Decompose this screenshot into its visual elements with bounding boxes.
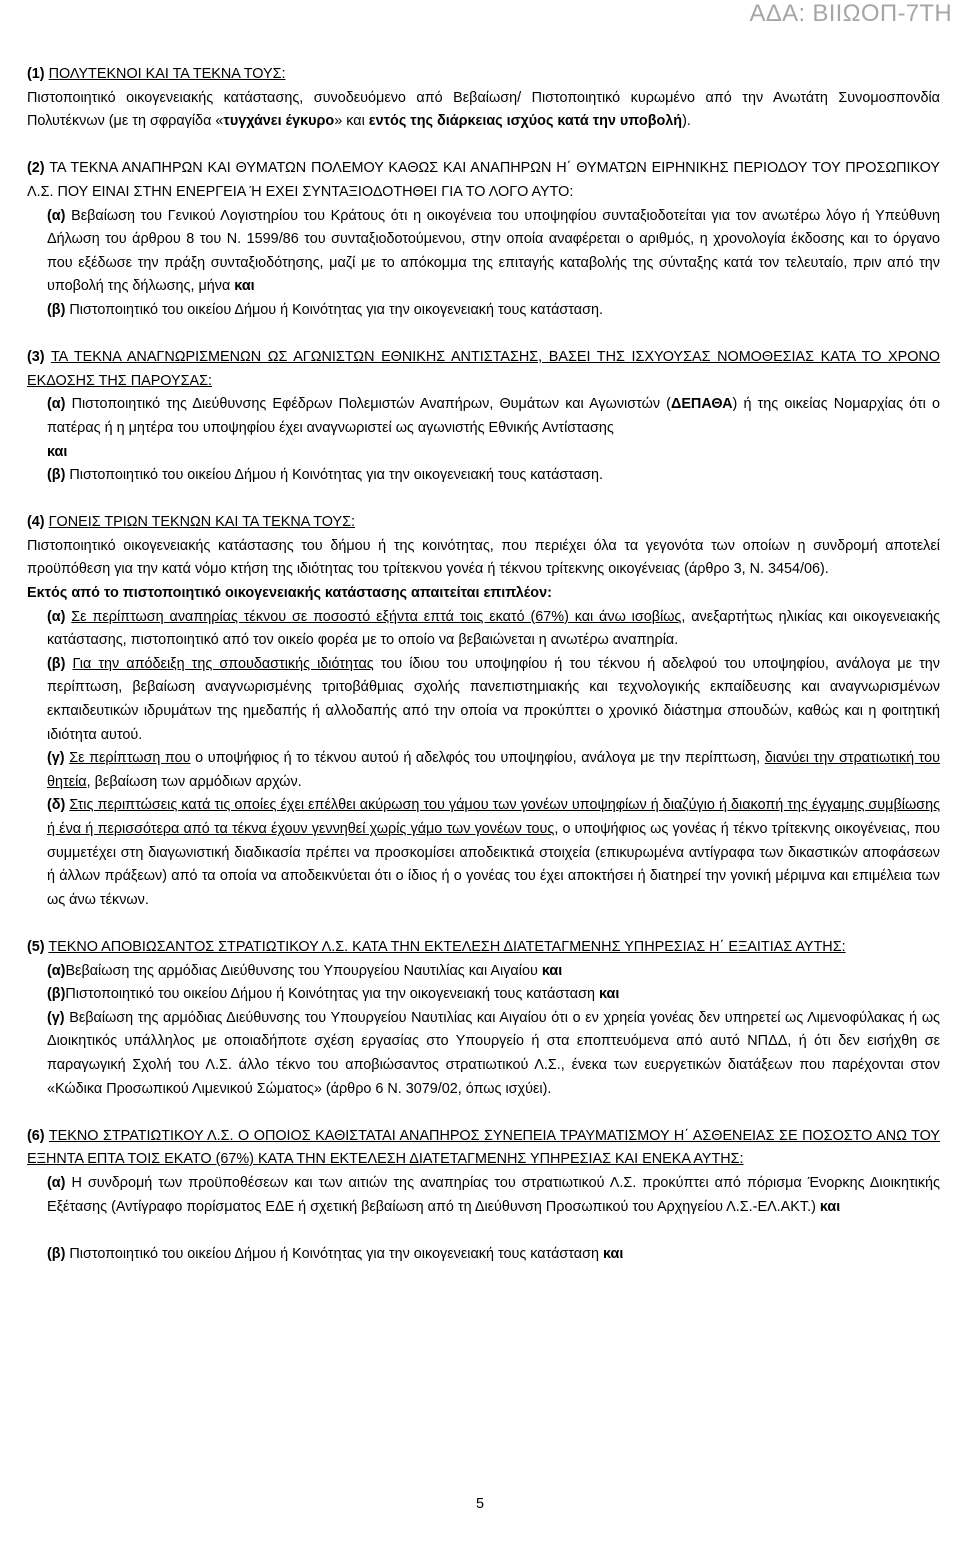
section-1-heading: (1) ΠΟΛΥΤΕΚΝΟΙ ΚΑΙ ΤΑ ΤΕΚΝΑ ΤΟΥΣ: bbox=[27, 66, 286, 82]
section-4-item-d: (δ) Στις περιπτώσεις κατά τις οποίες έχει επέλθει ακύρωση του γάμου των γονέων υποψηφίων ή διαζύγιο ή διακοπή της έγγαμης συμβίωσης ή ένα ή περισσότερα από τα τέκνα έχουν γεννηθεί χωρίς γάμο των γονέων τους, ο υποψήφιος ως γονέας ή τέκνο τρίτεκνης οικογένειας, που συμμετέχει στη διαγωνιστική διαδικασία πρέπει να προσκομίσει αποδεικτικά στοιχεία (επικυρωμένα αντίγραφα των δικαστικών αποφάσεων ή άλλων πράξεων) από τα οποία να αποδεικνύεται ότι ο ίδιος ή ο γονέας του έχει αποκτήσει ή διατηρεί την γονική μέριμνα και επιμέλεια των ως άνω τέκνων. bbox=[47, 797, 941, 908]
page-number: 5 bbox=[475, 1496, 484, 1512]
section-4-item-b: (β) Για την απόδειξη της σπουδαστικής ιδιότητας του ίδιου του υποψηφίου ή του τέκνου ή αδελφού του υποψηφίου, ανάλογα με την περίπτωση, βεβαίωση αναγνωρισμένης τριτοβάθμιας σχολής πανεπιστημιακής και τεχνολογικής εκπαίδευσης και αναγνωρισμένων εκπαιδευτικών ιδρυμάτων της ημεδαπής ή αλλοδαπής από την οποία να προκύπτει ο χρονικό διάστημα σπουδών, καθώς και η φοιτητική ιδιότητα αυτού. bbox=[47, 655, 940, 743]
section-3-heading: (3) ΤΑ ΤΕΚΝΑ ΑΝΑΓΝΩΡΙΣΜΕΝΩΝ ΩΣ ΑΓΩΝΙΣΤΩΝ ΕΘΝΙΚΗΣ ΑΝΤΙΣΤΑΣΗΣ, ΒΑΣΕΙ ΤΗΣ ΙΣΧΥΟΥΣΑΣ ΝΟΜΟΘΕΣΙΑΣ ΚΑΤΑ ΤΟ ΧΡΟΝΟ ΕΚΔΟΣΗΣ ΤΗΣ ΠΑΡΟΥΣΑΣ: bbox=[27, 349, 940, 389]
ada-code: ΑΔΑ: ΒΙΙΩΟΠ-7ΤΗ bbox=[749, 0, 952, 27]
section-2-item-a: (α) Βεβαίωση του Γενικού Λογιστηρίου του Κράτους ότι η οικογένεια του υποψηφίου συνταξιοδοτείται για τον ανωτέρω λόγο ή Υπεύθυνη Δήλωση του άρθρου 8 του Ν. 1599/86 του συνταξιοδοτούμενου, στην οποία αναφέρεται ο αριθμός, η χρονολογία έκδοσης και το όργανο που εξέδωσε την πράξη συνταξιοδότησης, μαζί με το απόκομμα της επιταγής καταβολής της σύνταξης κατά τον τελευταίο, πριν από την υποβολή της δήλωσης, μήνα και bbox=[47, 207, 940, 295]
document-body bbox=[27, 63, 940, 1266]
section-3-item-b: (β) Πιστοποιητικό του οικείου Δήμου ή Κοινότητας για την οικογενειακή τους κατάσταση. bbox=[47, 467, 603, 484]
section-4-item-c: (γ) Σε περίπτωση που ο υποψήφιος ή το τέκνου αυτού ή αδελφός του υποψηφίου, ανάλογα με την περίπτωση, διανύει την στρατιωτική του θητεία, βεβαίωση των αρμόδιων αρχών. bbox=[47, 750, 941, 790]
section-5-item-b: (β)Πιστοποιητικό του οικείου Δήμου ή Κοινότητας για την οικογενειακή τους κατάσταση και bbox=[47, 986, 620, 1003]
section-4-heading: (4) ΓΟΝΕΙΣ ΤΡΙΩΝ ΤΕΚΝΩΝ ΚΑΙ ΤΑ ΤΕΚΝΑ ΤΟΥΣ: bbox=[27, 514, 356, 531]
section-4-intro: Πιστοποιητικό οικογενειακής κατάστασης του δήμου ή της κοινότητας, που περιέχει όλα τα γεγονότα των οποίων η συνδρομή αποτελεί προϋπόθεση για την κατά νόμο κτήση της ιδιότητας του τρίτεκνου γονέα ή τέκνου τρίτεκνης οικογένειας (άρθρο 3, Ν. 3454/06). bbox=[27, 537, 940, 578]
section-5-item-a: (α)Βεβαίωση της αρμόδιας Διεύθυνσης του Υπουργείου Ναυτιλίας και Αιγαίου και bbox=[47, 962, 563, 979]
section-4-extra: Εκτός από το πιστοποιητικό οικογενειακής κατάστασης απαιτείται επιπλέον: bbox=[27, 585, 552, 602]
section-6-heading: (6) ΤΕΚΝΟ ΣΤΡΑΤΙΩΤΙΚΟΥ Λ.Σ. Ο ΟΠΟΙΟΣ ΚΑΘΙΣΤΑΤΑΙ ΑΝΑΠΗΡΟΣ ΣΥΝΕΠΕΙΑ ΤΡΑΥΜΑΤΙΣΜΟΥ Η΄ ΑΣΘΕΝΕΙΑΣ ΣΕ ΠΟΣΟΣΤΟ ΑΝΩ ΤΟΥ ΕΞΗΝΤΑ ΕΠΤΑ ΤΟΙΣ ΕΚΑΤΟ (67%) ΚΑΤΑ ΤΗΝ ΕΚΤΕΛΕΣΗ ΔΙΑΤΕΤΑΓΜΕΝΗΣ ΥΠΗΡΕΣΙΑΣ ΚΑΙ ΕΝΕΚΑ ΑΥΤΗΣ: bbox=[27, 1127, 940, 1168]
section-4-item-a: (α) Σε περίπτωση αναπηρίας τέκνου σε ποσοστό εξήντα επτά τοις εκατό (67%) και άνω ισοβίως, ανεξαρτήτως ηλικίας και οικογενειακής κατάστασης, πιστοποιητικό από τον οικείο φορέα με το οποίο να βεβαιώνεται η ανωτέρω αναπηρία. bbox=[47, 608, 941, 649]
section-5-item-c: (γ) Βεβαίωση της αρμόδιας Διεύθυνσης του Υπουργείου Ναυτιλίας και Αιγαίου ότι ο εν χρηεία γονέας δεν υπηρετεί ως Λιμενοφύλακας ή ως Διοικητικός υπάλληλος με οποιαδήποτε σχέση εργασίας στο Υπουργείο ή στα εποπτευόμενα από αυτό ΝΠΔΔ, ή ότι δεν εισήχθη σε παραγωγική Σχολή του Λ.Σ. άλλο τέκνο του αποβιώσαντος στρατιωτικού Λ.Σ., ένεκα των ευεργετικών διατάξεων που παρέχονται στον «Κώδικα Προσωπικού Λιμενικού Σώματος» (άρθρο 6 Ν. 3079/02, όπως ισχύει). bbox=[47, 1009, 940, 1097]
section-6-item-b: (β) Πιστοποιητικό του οικείου Δήμου ή Κοινότητας για την οικογενειακή τους κατάσταση και bbox=[47, 1245, 624, 1262]
section-3-item-a: (α) Πιστοποιητικό της Διεύθυνσης Εφέδρων Πολεμιστών Αναπήρων, Θυμάτων και Αγωνιστών (ΔΕΠΑΘΑ) ή της οικείας Νομαρχίας ότι ο πατέρας ή η μητέρα του υποψηφίου έχει αναγνωριστεί ως αγωνιστής Εθνικής Αντίστασης bbox=[47, 396, 940, 436]
section-5-heading: (5) ΤΕΚΝΟ ΑΠΟΒΙΩΣΑΝΤΟΣ ΣΤΡΑΤΙΩΤΙΚΟΥ Λ.Σ. ΚΑΤΑ ΤΗΝ ΕΚΤΕΛΕΣΗ ΔΙΑΤΕΤΑΓΜΕΝΗΣ ΥΠΗΡΕΣΙΑΣ Η΄ ΕΞΑΙΤΙΑΣ ΑΥΤΗΣ: bbox=[27, 938, 846, 955]
section-1-text: Πιστοποιητικό οικογενειακής κατάστασης, συνοδευόμενο από Βεβαίωση/ Πιστοποιητικό κυρωμένο από την Ανωτάτη Συνομοσπονδία Πολυτέκνων (με τη σφραγίδα «τυγχάνει έγκυρο» και εντός της διάρκειας ισχύος κατά την υποβολή). bbox=[27, 89, 940, 130]
section-6-item-a: (α) Η συνδρομή των προϋποθέσεων και των αιτιών της αναπηρίας του στρατιωτικού Λ.Σ. προκύπτει από πόρισμα Ένορκης Διοικητικής Εξέτασης (Αντίγραφο πορίσματος ΕΔΕ ή σχετική βεβαίωση από τη Διεύθυνση Προσωπικού του Αρχηγείου Λ.Σ.-ΕΛ.ΑΚΤ.) και bbox=[47, 1174, 940, 1215]
section-2-item-b: (β) Πιστοποιητικό του οικείου Δήμου ή Κοινότητας για την οικογενειακή τους κατάσταση. bbox=[47, 301, 603, 318]
section-3-kai: και bbox=[47, 443, 68, 460]
section-2-heading: (2) ΤΑ ΤΕΚΝΑ ΑΝΑΠΗΡΩΝ ΚΑΙ ΘΥΜΑΤΩΝ ΠΟΛΕΜΟΥ ΚΑΘΩΣ ΚΑΙ ΑΝΑΠΗΡΩΝ Η΄ ΘΥΜΑΤΩΝ ΕΙΡΗΝΙΚΗΣ ΠΕΡΙΟΔΟΥ ΤΟΥ ΠΡΟΣΩΠΙΚΟΥ Λ.Σ. ΠΟΥ ΕΙΝΑΙ ΣΤΗΝ ΕΝΕΡΓΕΙΑ Ή ΕΧΕΙ ΣΥΝΤΑΞΙΟΔΟΤΗΘΕΙ ΓΙΑ ΤΟ ΛΟΓΟ ΑΥΤΟ: bbox=[27, 160, 941, 200]
